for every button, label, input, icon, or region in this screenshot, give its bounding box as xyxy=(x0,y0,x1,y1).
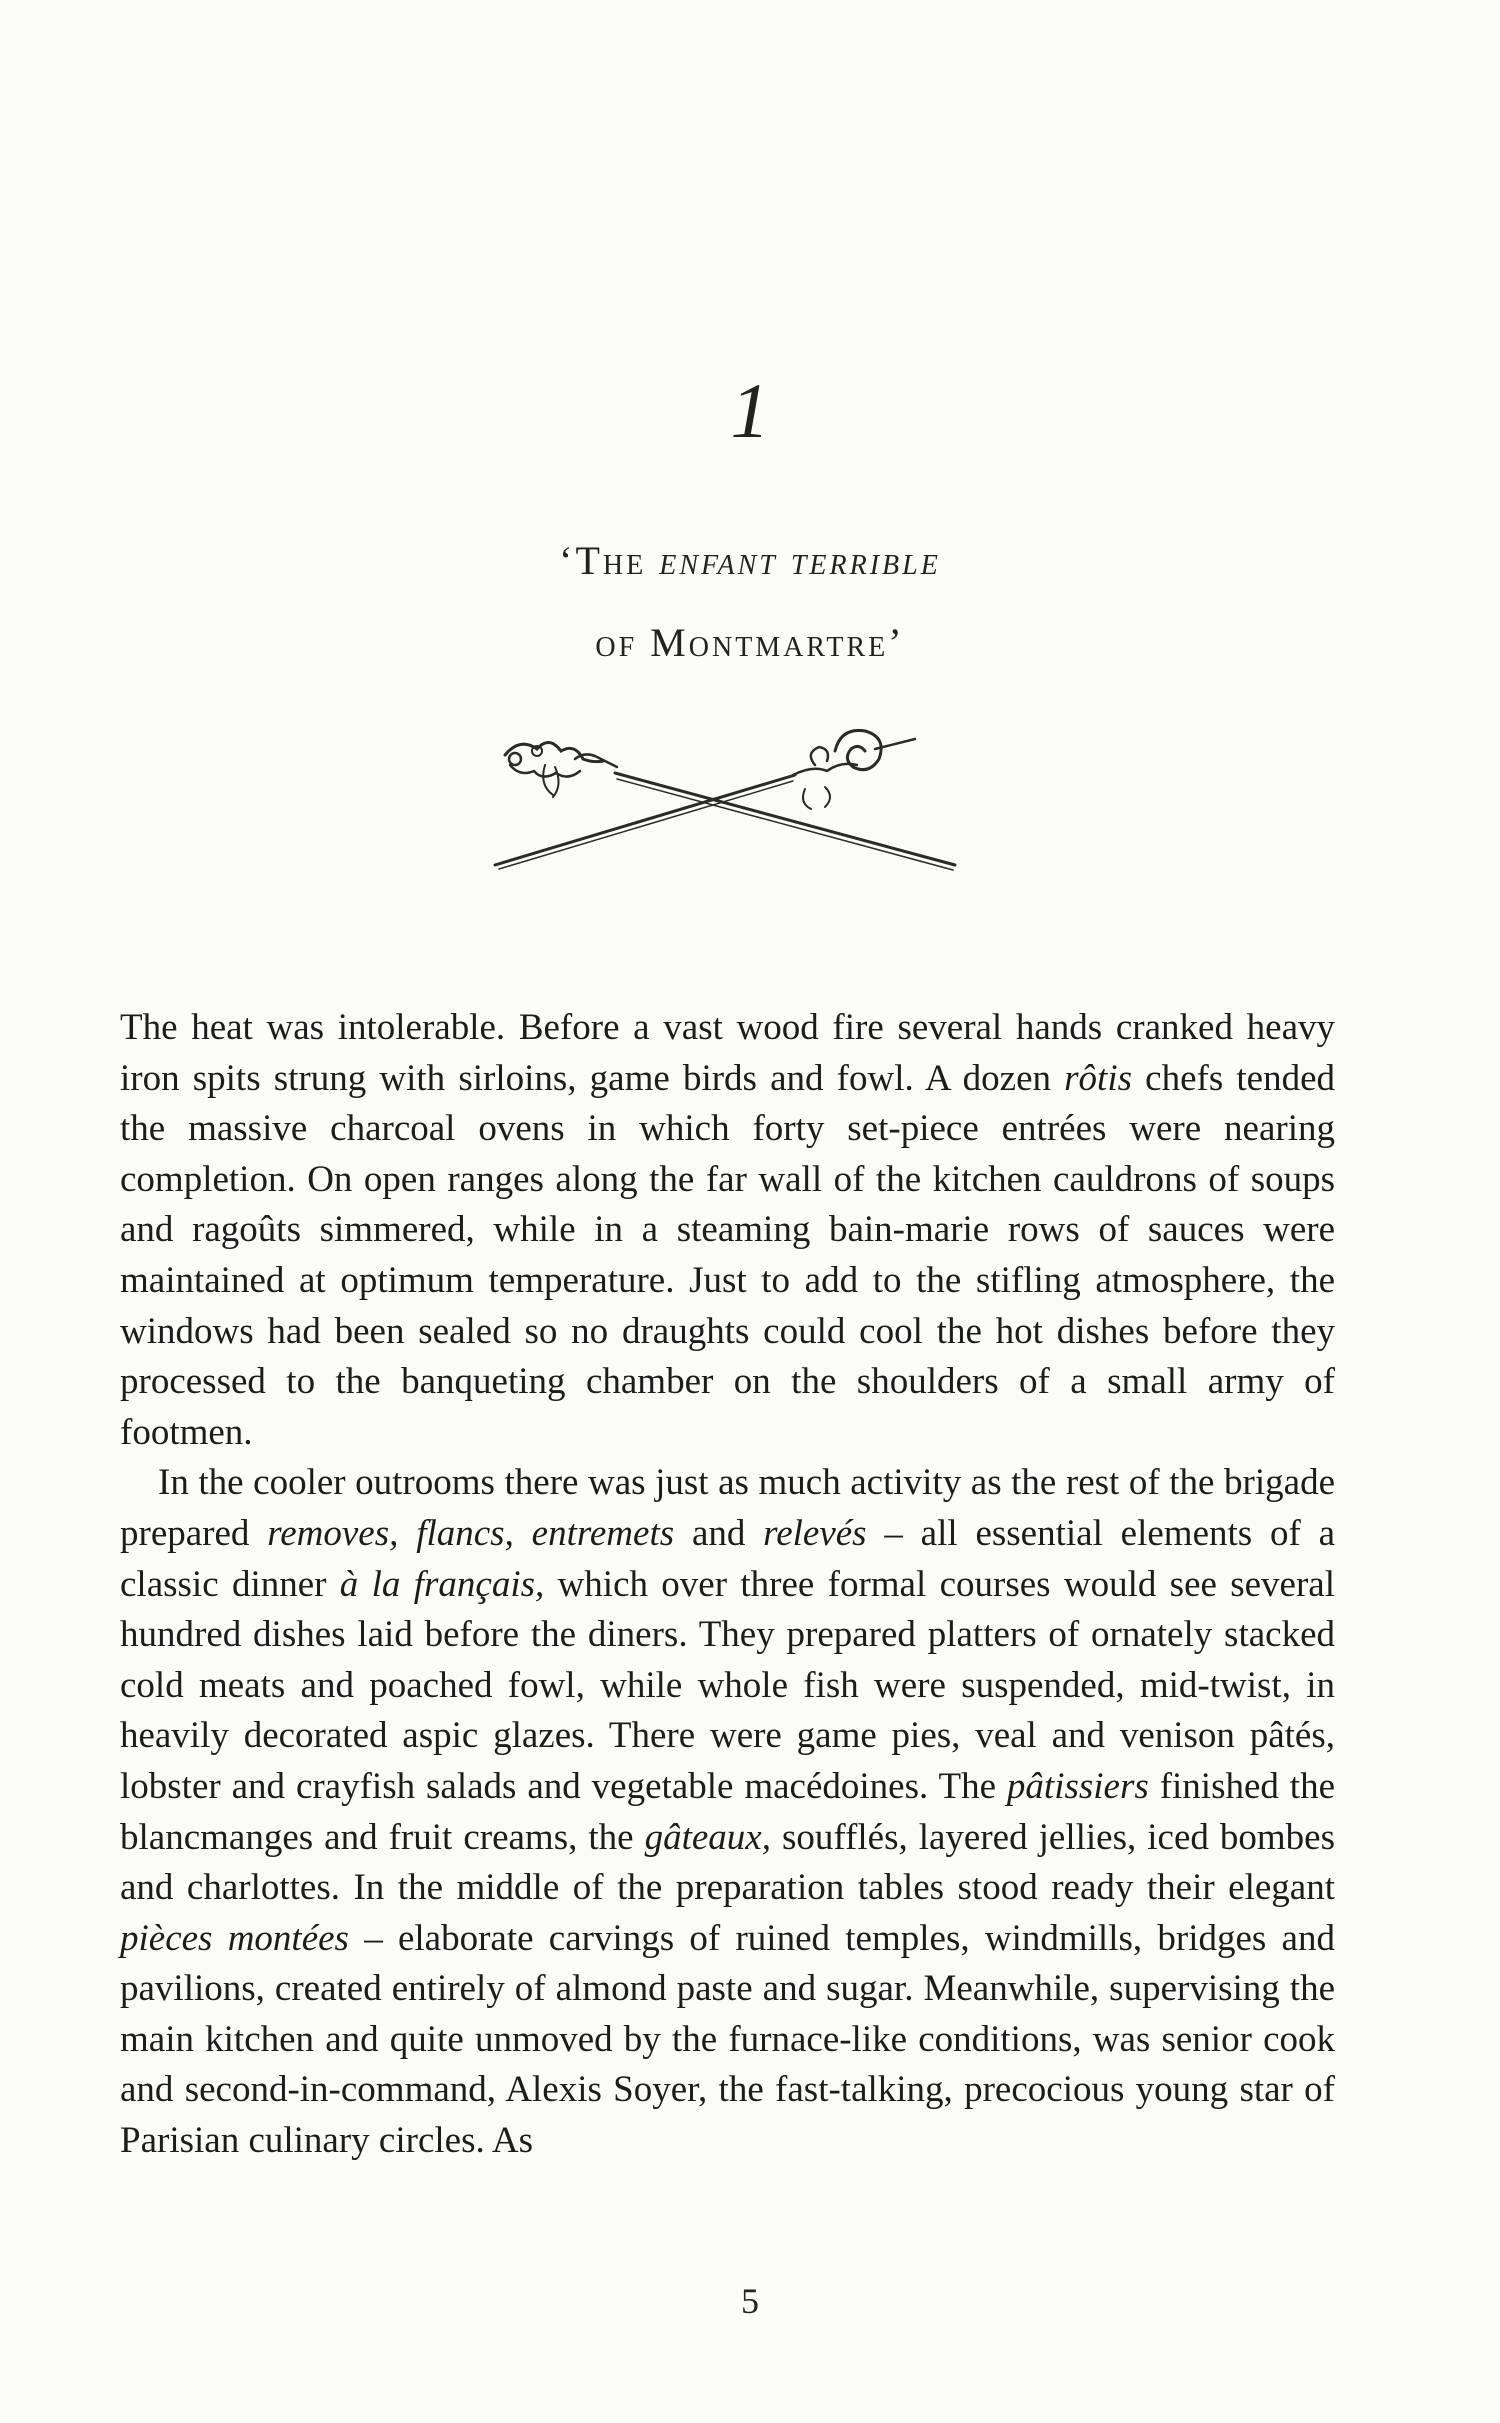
page-number: 5 xyxy=(741,2281,759,2321)
paragraph-2 xyxy=(120,1458,1335,2166)
italic-term: rôtis xyxy=(1064,1057,1133,1099)
text-run: soufflés, layered jellies, iced bombes and charlottes. In the middle of the preparation tables stood ready their elegant xyxy=(120,1816,1335,1909)
text-run: and xyxy=(674,1512,764,1554)
chapter-title xyxy=(0,520,1500,684)
italic-term: gâteaux, xyxy=(644,1816,771,1858)
italic-term: entremets xyxy=(531,1512,675,1554)
paragraph-1 xyxy=(120,1003,1335,1458)
crossed-skewers-icon xyxy=(475,715,975,875)
text-run: In the cooler outrooms there was just as much activity as the rest of the brigade prepared xyxy=(120,1462,1335,1554)
italic-term: relevés xyxy=(763,1512,867,1554)
chapter-number: 1 xyxy=(730,367,770,454)
italic-term: à la français, xyxy=(339,1563,545,1605)
text-run xyxy=(514,1513,532,1554)
text-run: The heat was intolerable. Before a vast wood fire several hands cranked heavy iron spits strung with sirloins, game birds and fowl. A dozen xyxy=(120,1007,1335,1099)
text-run: which over three formal courses would see several hundred dishes laid before the diners. They prepared platters of ornately stacked cold meats and poached fowl, while whole fish were suspended, mid-twist, in heavily decorated aspic glazes. There were game pies, veal and venison pâtés, lobster and crayfish salads and vegetable macédoines. The xyxy=(120,1563,1336,1807)
title-italic: enfant terrible xyxy=(659,538,941,583)
text-run: chefs tended the massive charcoal ovens in which forty set-piece entrées were nearing completion. On open ranges along the far wall of the kitchen cauldrons of soups and ragoûts simmered, while in a steaming bain-marie rows of sauces were maintained at optimum temperature. Just to add to the stifling atmosphere, the windows had been sealed so no draughts could cool the hot dishes before they processed to the banqueting chamber on the shoulders of a small army of footmen. xyxy=(120,1057,1335,1453)
italic-term: pièces montées xyxy=(120,1917,349,1959)
chapter-title-line1 xyxy=(0,520,1500,602)
italic-term: flancs, xyxy=(416,1512,514,1554)
text-run xyxy=(398,1513,416,1554)
chapter-title-line2: of Montmartre’ xyxy=(595,620,905,665)
italic-term: pâtissiers xyxy=(1006,1765,1149,1807)
title-prefix: ‘The xyxy=(559,538,660,583)
italic-term: removes, xyxy=(267,1512,399,1554)
text-run: – elaborate carvings of ruined temples, windmills, bridges and pavilions, created entirely of almond paste and sugar. Meanwhile, supervising the main kitchen and quite unmoved by the furnace-like conditions, was senior cook and second-in-command, Alexis Soyer, the fast-talking, precocious young star of Parisian culinary circles. As xyxy=(120,1917,1335,2162)
text-run: finished the blancmanges and fruit creams, the xyxy=(120,1765,1336,1858)
body-text xyxy=(120,1003,1335,2167)
text-run: – all essential elements of a classic dinner xyxy=(120,1512,1336,1605)
